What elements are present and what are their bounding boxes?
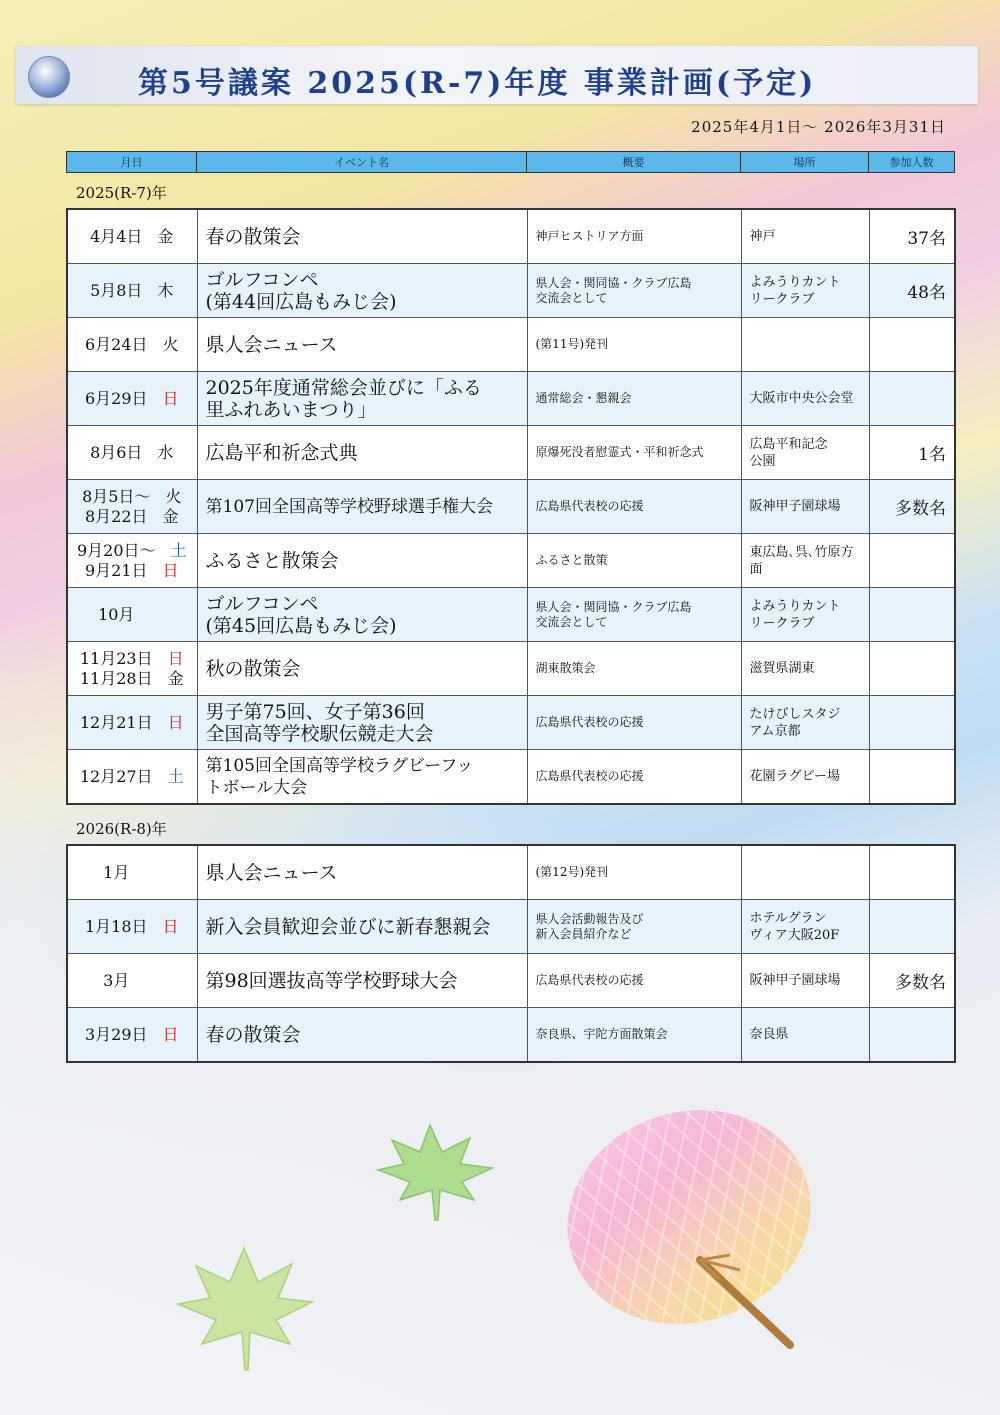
weekday-text: 日 xyxy=(162,388,179,408)
table-row xyxy=(67,318,955,372)
weekday-text: 金 xyxy=(157,226,174,246)
cell-place: 阪神甲子園球場 xyxy=(741,954,869,1008)
table-row xyxy=(67,954,955,1008)
page-title: 第5号議案 2025(R-7)年度 事業計画(予定) xyxy=(138,66,817,101)
table-header xyxy=(66,151,955,173)
date-text: 12月21日 xyxy=(79,712,153,732)
cell-event: 県人会ニュース xyxy=(197,845,527,900)
date-text: 12月27日 xyxy=(79,766,153,786)
table-row xyxy=(67,264,955,318)
cell-place: よみうりカント リークラブ xyxy=(741,588,869,642)
weekday-text: 土 xyxy=(170,540,187,560)
cell-place: 大阪市中央公会堂 xyxy=(741,372,869,426)
cell-place: 広島平和記念 公園 xyxy=(741,426,869,480)
cell-event: 第107回全国高等学校野球選手権大会 xyxy=(197,480,527,534)
table-row xyxy=(67,900,955,954)
date-text: 1月 xyxy=(103,862,130,882)
date-text: 8月5日～ xyxy=(82,486,151,506)
cell-date xyxy=(67,900,197,954)
date-text: 5月8日 xyxy=(90,280,143,300)
date-text: 1月18日 xyxy=(84,916,148,936)
cell-summary: 県人会・関同協・クラブ広島 交流会として xyxy=(527,588,741,642)
cell-place: 花園ラグビー場 xyxy=(741,750,869,805)
fan-handle-icon xyxy=(690,1250,810,1360)
cell-count xyxy=(869,318,955,372)
date-text: 8月6日 xyxy=(90,442,143,462)
cell-summary: 県人会活動報告及び 新入会員紹介など xyxy=(527,900,741,954)
cell-summary: 通常総会・懇親会 xyxy=(527,372,741,426)
table-row xyxy=(67,426,955,480)
cell-summary: 原爆死没者慰霊式・平和祈念式 xyxy=(527,426,741,480)
cell-summary: 広島県代表校の応援 xyxy=(527,750,741,805)
cell-place: ホテルグラン ヴィア大阪20F xyxy=(741,900,869,954)
cell-event: 秋の散策会 xyxy=(197,642,527,696)
cell-count xyxy=(869,1008,955,1063)
date-text: 9月20日～ xyxy=(76,540,156,560)
cell-summary: ふるさと散策 xyxy=(527,534,741,588)
cell-event: 第98回選抜高等学校野球大会 xyxy=(197,954,527,1008)
table-row xyxy=(67,534,955,588)
cell-event: ゴルフコンペ (第45回広島もみじ会) xyxy=(197,588,527,642)
cell-count xyxy=(869,642,955,696)
weekday-text: 日 xyxy=(162,916,179,936)
maple-leaf-icon-2 xyxy=(170,1240,320,1380)
cell-event: ゴルフコンペ (第44回広島もみじ会) xyxy=(197,264,527,318)
cell-place: 奈良県 xyxy=(741,1008,869,1063)
header-place: 場所 xyxy=(741,152,869,173)
cell-place xyxy=(741,845,869,900)
cell-place: よみうりカント リークラブ xyxy=(741,264,869,318)
cell-count xyxy=(869,750,955,805)
section-label-2026: 2026(R-8)年 xyxy=(76,820,167,838)
cell-event: 第105回全国高等学校ラグビーフッ トボール大会 xyxy=(197,750,527,805)
cell-place: たけびしスタジ アム京都 xyxy=(741,696,869,750)
cell-summary: (第12号)発刊 xyxy=(527,845,741,900)
cell-summary: 奈良県、宇陀方面散策会 xyxy=(527,1008,741,1063)
section-label-2025: 2025(R-7)年 xyxy=(76,184,167,202)
cell-count: 48名 xyxy=(869,264,955,318)
schedule-table-2025 xyxy=(66,208,956,805)
cell-date xyxy=(67,954,197,1008)
date-text: 10月 xyxy=(98,604,135,624)
cell-place: 滋賀県湖東 xyxy=(741,642,869,696)
cell-date xyxy=(67,642,197,696)
cell-place: 阪神甲子園球場 xyxy=(741,480,869,534)
cell-date xyxy=(67,588,197,642)
weekday-text: 火 xyxy=(162,334,179,354)
weekday-text: 火 xyxy=(165,486,182,506)
cell-summary: 広島県代表校の応援 xyxy=(527,696,741,750)
cell-summary: 神戸ヒストリア方面 xyxy=(527,209,741,264)
header-summary: 概要 xyxy=(527,152,741,173)
header-event: イベント名 xyxy=(197,152,527,173)
cell-count xyxy=(869,696,955,750)
cell-date xyxy=(67,264,197,318)
cell-event: 広島平和祈念式典 xyxy=(197,426,527,480)
date-end-text: 9月21日 xyxy=(84,560,148,580)
weekday-end-text: 日 xyxy=(162,560,179,580)
table-row xyxy=(67,642,955,696)
cell-event: 春の散策会 xyxy=(197,1008,527,1063)
date-end-text: 11月28日 xyxy=(79,668,153,688)
cell-date xyxy=(67,1008,197,1063)
weekday-text: 日 xyxy=(167,648,184,668)
table-row xyxy=(67,372,955,426)
cell-date xyxy=(67,845,197,900)
date-text: 3月29日 xyxy=(84,1024,148,1044)
cell-event: 新入会員歓迎会並びに新春懇親会 xyxy=(197,900,527,954)
cell-summary: 県人会・関同協・クラブ広島 交流会として xyxy=(527,264,741,318)
cell-date xyxy=(67,318,197,372)
cell-date xyxy=(67,534,197,588)
cell-summary: (第11号)発刊 xyxy=(527,318,741,372)
date-text: 11月23日 xyxy=(79,648,153,668)
cell-date xyxy=(67,480,197,534)
date-text: 4月4日 xyxy=(90,226,143,246)
cell-date xyxy=(67,426,197,480)
cell-event: 男子第75回、女子第36回 全国高等学校駅伝競走大会 xyxy=(197,696,527,750)
cell-event: 県人会ニュース xyxy=(197,318,527,372)
cell-count: 多数名 xyxy=(869,954,955,1008)
cell-count xyxy=(869,534,955,588)
weekday-text: 水 xyxy=(157,442,174,462)
table-row xyxy=(67,696,955,750)
cell-date xyxy=(67,372,197,426)
table-row xyxy=(67,845,955,900)
table-row xyxy=(67,209,955,264)
period-range: 2025年4月1日～ 2026年3月31日 xyxy=(691,118,946,136)
weekday-text: 日 xyxy=(167,712,184,732)
cell-place: 神戸 xyxy=(741,209,869,264)
header-date: 月日 xyxy=(67,152,197,173)
cell-summary: 湖東散策会 xyxy=(527,642,741,696)
cell-place xyxy=(741,318,869,372)
weekday-text: 木 xyxy=(157,280,174,300)
weekday-end-text: 金 xyxy=(162,506,179,526)
schedule-table-2026 xyxy=(66,844,956,1063)
header-count: 参加人数 xyxy=(869,152,955,173)
cell-summary: 広島県代表校の応援 xyxy=(527,954,741,1008)
cell-count xyxy=(869,372,955,426)
cell-event: 2025年度通常総会並びに「ふる 里ふれあいまつり」 xyxy=(197,372,527,426)
weekday-text: 日 xyxy=(162,1024,179,1044)
cell-count xyxy=(869,845,955,900)
weekday-end-text: 金 xyxy=(167,668,184,688)
cell-event: 春の散策会 xyxy=(197,209,527,264)
date-text: 3月 xyxy=(103,970,130,990)
cell-date xyxy=(67,750,197,805)
cell-count: 37名 xyxy=(869,209,955,264)
cell-date xyxy=(67,209,197,264)
date-text: 6月24日 xyxy=(84,334,148,354)
table-row xyxy=(67,480,955,534)
cell-count: 1名 xyxy=(869,426,955,480)
cell-summary: 広島県代表校の応援 xyxy=(527,480,741,534)
date-end-text: 8月22日 xyxy=(84,506,148,526)
table-row xyxy=(67,1008,955,1063)
table-row xyxy=(67,588,955,642)
date-text: 6月29日 xyxy=(84,388,148,408)
cell-count: 多数名 xyxy=(869,480,955,534)
cell-event: ふるさと散策会 xyxy=(197,534,527,588)
cell-count xyxy=(869,588,955,642)
emblem-icon xyxy=(28,56,70,98)
weekday-text: 土 xyxy=(167,766,184,786)
cell-count xyxy=(869,900,955,954)
maple-leaf-icon xyxy=(370,1120,500,1230)
table-row xyxy=(67,750,955,805)
cell-date xyxy=(67,696,197,750)
cell-place: 東広島､呉､竹原方面 xyxy=(741,534,869,588)
